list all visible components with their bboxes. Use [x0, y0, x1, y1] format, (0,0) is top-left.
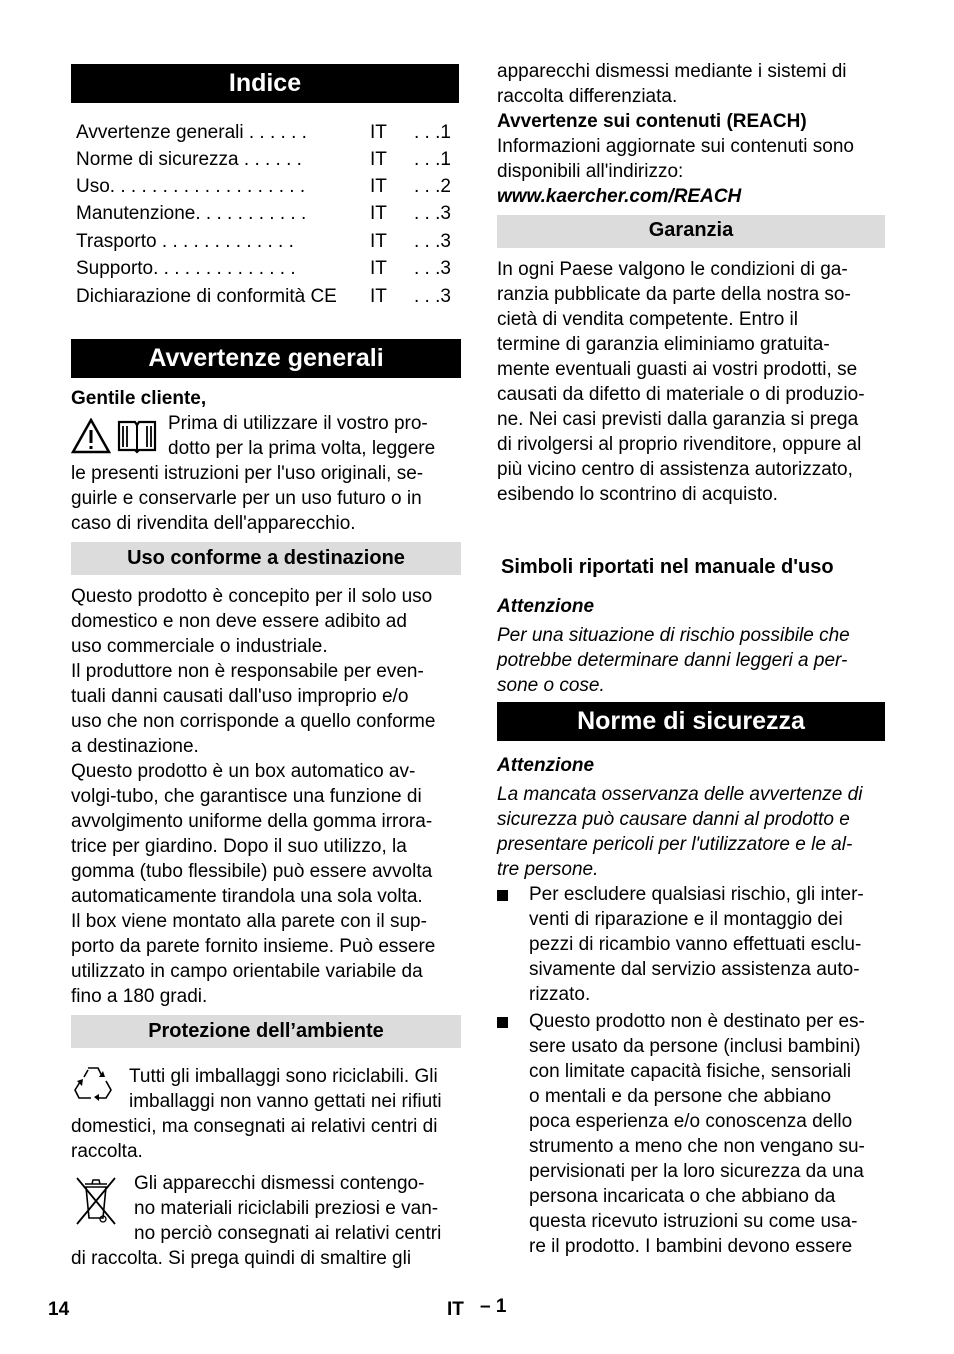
toc-title: Norme di sicurezza . . . . . .	[76, 149, 302, 170]
toc-lang: IT	[370, 258, 387, 279]
continued-text: raccolta differenziata.	[497, 86, 678, 107]
symbols-heading: Simboli riportati nel manuale d'uso	[501, 556, 834, 578]
toc-title: Manutenzione. . . . . . . . . . .	[76, 203, 307, 224]
recycle-icon	[73, 1064, 113, 1102]
text-line: uso commerciale o industriale.	[71, 636, 328, 657]
text-line: più vicino centro di assistenza autorizzato,	[497, 459, 853, 480]
recycle-text: Tutti gli imballaggi sono riciclabili. Gli	[129, 1066, 438, 1087]
text-line: avvolgimento uniforme della gomma irrora-	[71, 811, 433, 832]
crossed-bin-icon	[74, 1172, 118, 1228]
text-line: Per escludere qualsiasi rischio, gli inter-	[529, 884, 864, 905]
text-line: o mentali e da persone che abbiano	[529, 1086, 832, 1107]
text-line: ranzia pubblicate da parte della nostra so-	[497, 284, 851, 305]
symbols-text: sone o cose.	[497, 675, 605, 696]
caution-label: Attenzione	[497, 755, 595, 776]
toc-lang: IT	[370, 176, 387, 197]
safety-text: sicurezza può causare danni al prodotto e	[497, 809, 850, 830]
toc-page: . . .3	[414, 203, 451, 224]
intro-text: caso di rivendita dell'apparecchio.	[71, 513, 356, 534]
text-line: poca esperienza e/o conoscenza dello	[529, 1111, 853, 1132]
safety-text: presentare pericoli per l'utilizzatore e le al-	[497, 834, 853, 855]
list-item-text	[529, 882, 887, 1007]
text-line: rizzato.	[529, 984, 591, 1005]
footer-subpage: – 1	[480, 1296, 507, 1317]
text-line: di rivolgersi al proprio rivenditore, oppure al	[497, 434, 862, 455]
text-line: gomma (tubo flessibile) può essere avvolta	[71, 861, 433, 882]
text-line: venti di riparazione e il montaggio dei	[529, 909, 843, 930]
text-line: Questo prodotto è un box automatico av-	[71, 761, 416, 782]
toc-lang: IT	[370, 149, 387, 170]
text-line: sere usato da persone (inclusi bambini)	[529, 1036, 861, 1057]
safety-text: La mancata osservanza delle avvertenze di	[497, 784, 863, 805]
continued-text: apparecchi dismessi mediante i sistemi di	[497, 61, 847, 82]
safety-heading: Norme di sicurezza	[497, 702, 885, 741]
index-heading: Indice	[71, 64, 459, 103]
page-number: 14	[48, 1299, 70, 1320]
text-line: termine di garanzia eliminiamo gratuita-	[497, 334, 830, 355]
text-line: trice per giardino. Dopo il suo utilizzo, la	[71, 836, 407, 857]
text-line: con limitate capacità fisiche, sensoriali	[529, 1061, 852, 1082]
weee-text: di raccolta. Si prega quindi di smaltire gli	[71, 1248, 412, 1269]
text-line: persona incaricata o che abbiano da	[529, 1186, 836, 1207]
toc-title: Supporto. . . . . . . . . . . . . .	[76, 258, 296, 279]
toc-title: Dichiarazione di conformità CE	[76, 286, 337, 307]
intro-text: Prima di utilizzare il vostro pro-	[168, 413, 428, 434]
toc-page: . . .1	[414, 122, 451, 143]
text-line: pezzi di ricambio vanno effettuati esclu-	[529, 934, 862, 955]
bullet-icon	[497, 1017, 508, 1028]
recycle-text: imballaggi non vanno gettati nei rifiuti	[129, 1091, 442, 1112]
text-line: In ogni Paese valgono le condizioni di ga-	[497, 259, 848, 280]
reach-heading: Avvertenze sui contenuti (REACH)	[497, 111, 807, 132]
list-item-text	[529, 1009, 887, 1259]
text-line: re il prodotto. I bambini devono essere	[529, 1236, 853, 1257]
warning-icon	[71, 418, 111, 454]
text-line: Il box viene montato alla parete con il sup-	[71, 911, 427, 932]
toc-row[interactable]	[76, 256, 456, 283]
text-line: causati da difetto di materiale o di produzio-	[497, 384, 865, 405]
symbols-text: Per una situazione di rischio possibile che	[497, 625, 850, 646]
use-heading: Uso conforme a destinazione	[71, 542, 461, 575]
toc-title: Uso. . . . . . . . . . . . . . . . . . .	[76, 176, 306, 197]
text-line: tuali danni causati dall'uso improprio e/o	[71, 686, 409, 707]
toc-title: Avvertenze generali . . . . . .	[76, 122, 307, 143]
bullet-icon	[497, 890, 508, 901]
toc-page: . . .3	[414, 258, 451, 279]
weee-text: no perciò consegnati ai relativi centri	[134, 1223, 442, 1244]
toc-page: . . .3	[414, 286, 451, 307]
text-line: porto da parete fornito insieme. Può essere	[71, 936, 436, 957]
recycle-text: raccolta.	[71, 1141, 143, 1162]
warranty-body	[497, 257, 885, 507]
text-line: utilizzato in campo orientabile variabile da	[71, 961, 423, 982]
greeting: Gentile cliente,	[71, 388, 207, 409]
text-line: pervisionati per la loro sicurezza da una	[529, 1161, 864, 1182]
intro-text: guirle e conservarle per un uso futuro o in	[71, 488, 422, 509]
weee-text: Gli apparecchi dismessi contengo-	[134, 1173, 425, 1194]
toc-lang: IT	[370, 203, 387, 224]
symbols-text: potrebbe determinare danni leggeri a per-	[497, 650, 848, 671]
toc-row[interactable]	[76, 284, 456, 311]
footer-lang: IT	[447, 1299, 464, 1320]
toc-lang: IT	[370, 286, 387, 307]
caution-label: Attenzione	[497, 596, 595, 617]
manual-book-icon	[115, 418, 159, 454]
toc-row[interactable]	[76, 120, 456, 147]
toc-lang: IT	[370, 122, 387, 143]
environment-heading: Protezione dell’ambiente	[71, 1015, 461, 1048]
list-item	[497, 882, 887, 1012]
toc-title: Trasporto . . . . . . . . . . . . .	[76, 231, 294, 252]
text-line: a destinazione.	[71, 736, 199, 757]
text-line: ne. Nei casi previsti dalla garanzia si prega	[497, 409, 859, 430]
text-line: Il produttore non è responsabile per even-	[71, 661, 424, 682]
text-line: automaticamente tirandola una sola volta.	[71, 886, 423, 907]
general-heading: Avvertenze generali	[71, 339, 461, 378]
toc-page: . . .2	[414, 176, 451, 197]
text-line: sivamente dal servizio assistenza auto-	[529, 959, 860, 980]
recycle-text: domestici, ma consegnati ai relativi centri di	[71, 1116, 438, 1137]
text-line: Questo prodotto non è destinato per es-	[529, 1011, 865, 1032]
toc-lang: IT	[370, 231, 387, 252]
intro-text: dotto per la prima volta, leggere	[168, 438, 436, 459]
reach-text: Informazioni aggiornate sui contenuti sono	[497, 136, 855, 157]
text-line: domestico e non deve essere adibito ad	[71, 611, 407, 632]
intro-text: le presenti istruzioni per l'uso originali, se-	[71, 463, 424, 484]
toc-row[interactable]	[76, 229, 456, 256]
use-body	[71, 584, 461, 1009]
text-line: mente eventuali guasti ai vostri prodotti, se	[497, 359, 858, 380]
text-line: volgi-tubo, che garantisce una funzione di	[71, 786, 422, 807]
safety-text: tre persone.	[497, 859, 599, 880]
toc-row[interactable]	[76, 147, 456, 174]
warranty-heading: Garanzia	[497, 215, 885, 248]
text-line: esibendo lo scontrino di acquisto.	[497, 484, 778, 505]
toc-row[interactable]	[76, 174, 456, 201]
text-line: Questo prodotto è concepito per il solo uso	[71, 586, 433, 607]
text-line: questa ricevuto istruzioni su come usa-	[529, 1211, 858, 1232]
list-item	[497, 1009, 887, 1269]
reach-text: disponibili all'indirizzo:	[497, 161, 684, 182]
text-line: cietà di vendita competente. Entro il	[497, 309, 799, 330]
text-line: strumento a meno che non vengano su-	[529, 1136, 865, 1157]
weee-text: no materiali riciclabili preziosi e van-	[134, 1198, 439, 1219]
reach-link[interactable]: www.kaercher.com/REACH	[497, 186, 742, 207]
toc-page: . . .1	[414, 149, 451, 170]
toc-row[interactable]	[76, 201, 456, 228]
toc-page: . . .3	[414, 231, 451, 252]
text-line: uso che non corrisponde a quello conforme	[71, 711, 436, 732]
text-line: fino a 180 gradi.	[71, 986, 208, 1007]
